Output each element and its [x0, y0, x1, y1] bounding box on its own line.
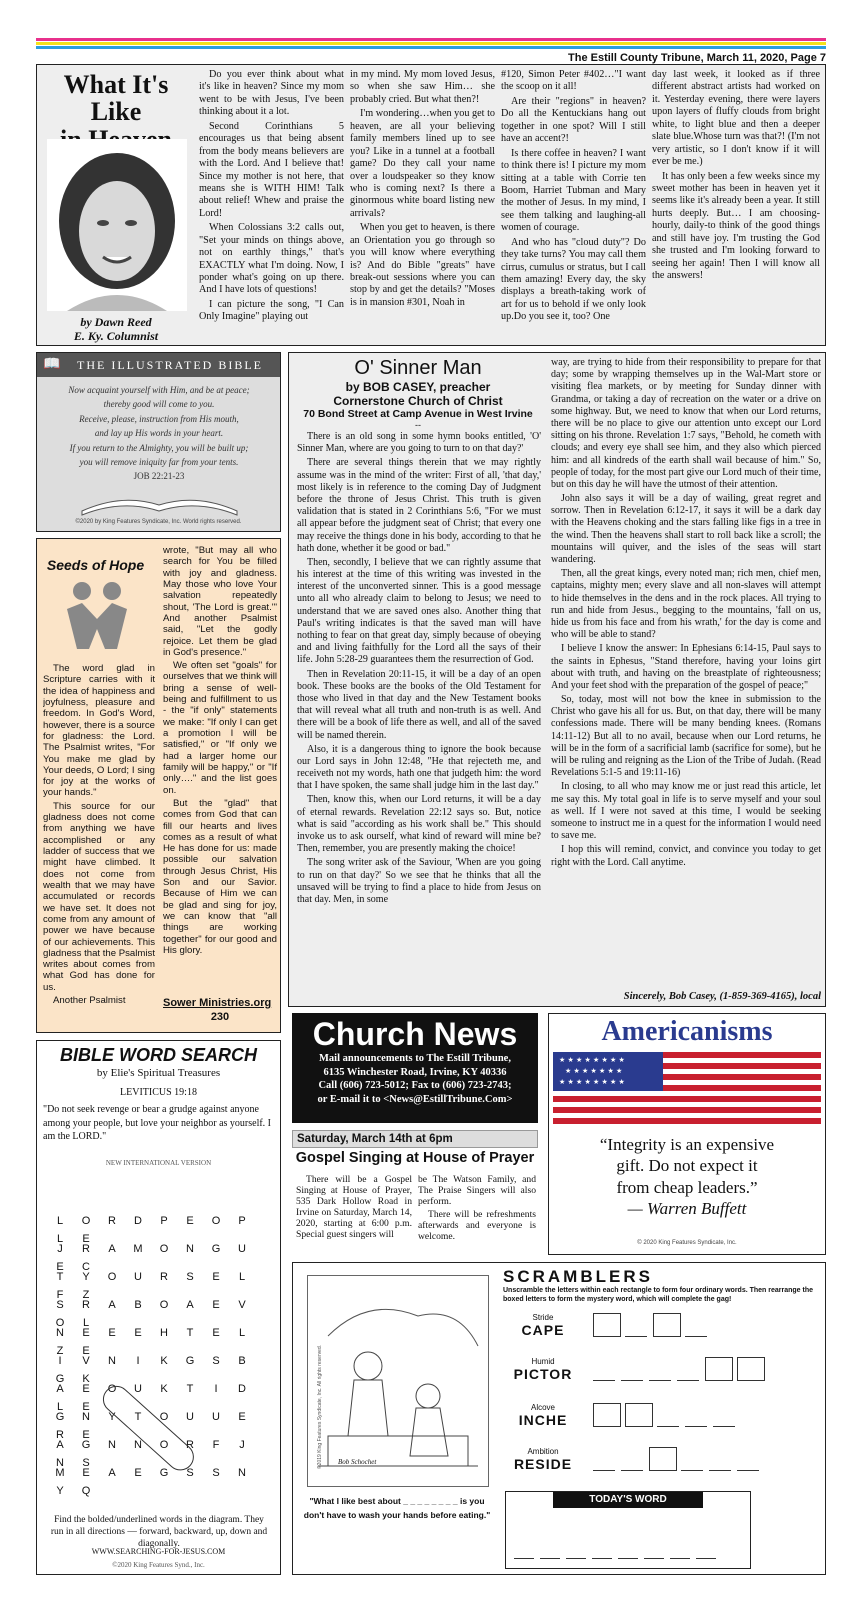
todays-word-blanks [514, 1536, 722, 1559]
grid-letter[interactable]: F [56, 1289, 64, 1301]
heaven-byline [41, 315, 191, 344]
bible-word-search [36, 1040, 281, 1575]
word-search-instructions: Find the bolded/underlined words in the diagram. They run in all directions — forward, backward, up, down and diagonally. [50, 1515, 268, 1549]
stripe-pink [36, 38, 826, 41]
heaven-col-3 [501, 69, 646, 345]
paragraph: in my mind. My mom loved Jesus, so when she saw Him… she probably cried. But what then?! [350, 69, 495, 105]
paragraph: This source for our gladness does not come from anything we have accomplished or any ladder of success that we might have climbed. It does not come from wealth that we may have accumulated or records we have set. It does not come from any amount of power we have because of our achievements. This gladness that the Psalmist writes about comes from what God has done for us. [43, 800, 155, 993]
cartoon-signature: Bob Schochet [338, 1458, 377, 1466]
scrambler-hint: Humid [531, 1357, 555, 1366]
heaven-col-2 [350, 69, 495, 345]
stripe-blue [36, 46, 826, 49]
grid-letter[interactable]: O [107, 1383, 117, 1395]
grid-letter[interactable]: S [82, 1457, 90, 1469]
grid-letter[interactable]: B [238, 1355, 246, 1367]
grid-letter[interactable]: L [238, 1327, 246, 1339]
grid-letter[interactable]: S [212, 1467, 220, 1479]
cartoon-credit: ©2019 King Features Syndicate, Inc. All rights reserved. [317, 1344, 323, 1469]
grid-letter[interactable]: O [159, 1299, 169, 1311]
grid-letter[interactable]: E [82, 1345, 90, 1357]
paragraph: The song writer ask of the Saviour, 'When are you going to run on that day?' So we see that he thinks that all the unsaved will be trying to find a place to hide from Jesus on that day. Men, in some [297, 857, 541, 905]
illustrated-bible [36, 352, 281, 532]
paragraph: I hop this will remind, convict, and convince you today to get right with the Lord. Call anytime. [551, 844, 821, 868]
grid-letter[interactable]: D [134, 1215, 142, 1227]
quote-line: from cheap leaders.” [616, 1177, 758, 1197]
open-book-icon [77, 491, 242, 517]
grid-letter[interactable]: E [238, 1411, 246, 1423]
paragraph: Then, secondly, I believe that we can rightly assume that his interest at the time of this writing was invested in the interest of the unconverted sinner. This is a good message unto all who already claim to belong to Jesus; we need to understand that we are saved ones also. Another thing that Paul's writing indicates is that the saved man will have nothing to fear on that great day, simply because of obeying and and living faithfully for the Lord all the says of their life. John 5:28-29 guarantees them the resurrection of God. [297, 556, 541, 666]
grid-letter[interactable]: M [55, 1467, 65, 1479]
grid-letter[interactable]: S [212, 1355, 220, 1367]
grid-letter[interactable]: E [82, 1467, 90, 1479]
verse-line: If you return to the Almighty, you will be built up; [69, 442, 249, 453]
paragraph: way, are trying to hide from their responsibility to prepare for that day; some by wrapping themselves up in the Wal-Mart store or visiting flea markets, or by meeting for Sunday dinner with Grandma, or taking a day of recreation on the water or a drive on some highway. But, we need to know that when our Lord returns, there will be no place to give our attention unto except our Lord sitting on his throne. Revelation 1:7 says, "Behold, he cometh with clouds; and every eye shall see him, and they also which pierced him: and all kindreds of the earth shall wail because of him." So, people of today, for the most part give our Lord much of their time, but on this day he will have the utmost of their attention. [551, 357, 821, 490]
sinner-col-2 [551, 357, 821, 989]
paragraph: There will be a Gospel Singing at House of Prayer, 535 Dark Hollow Road in Irvine on Saturday, March 14, 2020, starting at 6:00 p.m. Special guest singers will [296, 1174, 412, 1241]
grid-letter[interactable]: G [81, 1439, 91, 1451]
church-news-contact [292, 1052, 538, 1107]
verse-reference: JOB 22:21-23 [133, 471, 185, 482]
paragraph: Is there coffee in heaven? I want to think there is! I picture my mom sitting at a table with Corrie ten Boom, Harriet Tubman and Mary the mother of Jesus. In my mind, I see them talking and laughing-all women of courage. [501, 147, 646, 234]
caption-start: "What I like best about [309, 1496, 401, 1506]
grid-letter[interactable]: J [239, 1439, 245, 1451]
sinner-signoff: Sincerely, Bob Casey, (1-859-369-4165), local [623, 991, 821, 1002]
scrambler-row-1 [503, 1313, 823, 1338]
paragraph: Are their "regions" in heaven? Do all the Kentuckians hang out together in one spot? Will I still have an accent?! [501, 95, 646, 145]
americanisms-copyright: © 2020 King Features Syndicate, Inc. [637, 1240, 737, 1246]
seeds-title: Seeds of Hope [46, 557, 145, 573]
author-photo [47, 139, 187, 311]
sinner-man-article [288, 352, 826, 1007]
grid-letter[interactable]: N [108, 1439, 116, 1451]
grid-row [47, 1239, 279, 1273]
church-news-banner [292, 1013, 538, 1123]
header-stripes [36, 38, 826, 50]
event-col-1 [296, 1174, 412, 1254]
grid-letter[interactable]: N [108, 1355, 116, 1367]
caption-blanks: _ _ _ _ _ _ _ _ [403, 1496, 458, 1506]
illustrated-bible-copyright: ©2020 by King Features Syndicate, Inc. World rights reserved. [75, 519, 242, 525]
paragraph: I believe I know the answer: In Ephesians 6:14-15, Paul says to the saints in Ephesus, "Stand therefore, having your loins girt about with truth, and having on the breastplate of righteousness; And your feet shod with the preparation of the gospel of peace;" [551, 643, 821, 691]
heaven-article [36, 64, 826, 346]
grid-letter[interactable]: E [82, 1327, 90, 1339]
seeds-number: 230 [210, 1011, 230, 1023]
verse-line: and lay up His words in your heart. [94, 428, 224, 439]
grid-letter[interactable]: A [56, 1439, 64, 1451]
heaven-col-4 [652, 69, 820, 345]
verse-line: thereby good will come to you. [103, 399, 215, 410]
grid-letter[interactable]: O [107, 1271, 117, 1283]
cartoon-drawing [308, 1276, 486, 1484]
paragraph: Do you ever think about what it's like in heaven? Since my mom went to be with Jesus, I've been thinking about it a lot. [199, 69, 344, 118]
cartoon [307, 1275, 489, 1487]
contact-line: Mail announcements to The Estill Tribune, [319, 1053, 511, 1065]
grid-letter[interactable]: L [82, 1317, 90, 1329]
grid-letter[interactable]: U [212, 1411, 220, 1423]
grid-letter[interactable]: E [212, 1271, 220, 1283]
paragraph: There will be refreshments afterwards and everyone is welcome. [418, 1209, 536, 1243]
grid-letter[interactable]: U [238, 1243, 246, 1255]
grid-letter[interactable]: N [238, 1467, 246, 1479]
quote-line: gift. Do not expect it [616, 1156, 758, 1176]
heaven-byline-name: by Dawn Reed [80, 315, 152, 329]
paragraph: John also says it will be a day of wailing, great regret and sorrow. Then in Revelation 6:12-17, it says it will be a dark day with the Heavens choking and the stars falling like figs in a tree in the wind. Then the heavens shall start to roll back like a scroll; the mountains will quiver, and the isles of the seas will start wandering. [551, 493, 821, 565]
grid-letter[interactable]: L [238, 1271, 246, 1283]
paragraph: It has only been a few weeks since my sweet mother has been in heaven yet it seems like it's already been a year. It still hurts deeply. But… I am choosing-hourly, daily-to think of the good things and still have joy. I'm trusting the God she trusted and I'm looking forward to seeing her again! Then I will know all the answers! [652, 170, 820, 281]
grid-letter[interactable]: O [81, 1215, 91, 1227]
illustrated-bible-header [37, 353, 280, 377]
grid-letter[interactable]: O [159, 1243, 169, 1255]
grid-letter[interactable]: R [82, 1299, 90, 1311]
grid-letter[interactable]: C [82, 1261, 90, 1273]
grid-letter[interactable]: G [185, 1355, 195, 1367]
grid-letter[interactable]: V [238, 1299, 246, 1311]
grid-letter[interactable]: E [212, 1327, 220, 1339]
scrambler-hint: Alcove [530, 1403, 555, 1412]
grid-letter[interactable]: A [186, 1299, 194, 1311]
grid-letter[interactable]: R [56, 1429, 64, 1441]
contact-line: 6135 Winchester Road, Irvine, KY 40336 [323, 1066, 507, 1078]
grid-letter[interactable]: O [211, 1215, 221, 1227]
quote-line: “Integrity is an expensive [599, 1135, 775, 1154]
paragraph: Then, all the great kings, every noted man; rich men, chief men, captains, mighty men; every slave and all non-slaves will attempt to hide themselves in the dens and in the rock places. All trying to run and hide from Jesus., begging to the mountains, 'fall on us, hide us from his face and from his wrath,' for the day is come and who will be able to stand? [551, 568, 821, 641]
scramblers-instructions: Unscramble the letters within each rectangle to form four ordinary words. Then rearrange the boxed letters to form the mystery word, which will complete the gag! [503, 1287, 814, 1303]
word-search-title: BIBLE WORD SEARCH [60, 1045, 257, 1065]
heaven-byline-role: E. Ky. Columnist [73, 329, 159, 344]
grid-letter[interactable]: Y [56, 1485, 64, 1497]
grid-letter[interactable]: E [56, 1261, 64, 1273]
scrambler-row-3 [503, 1403, 823, 1428]
paragraph: day last week, it looked as if three different abstract artists had worked on it. Yesterday evening, there were layers upon layers of fluffy clouds from bright white, to light blue and then a deeper slate blue.Whose turn was that?! (I'm not very artistic, so I don't know if it will ever be me.) [652, 69, 820, 168]
todays-word-label: TODAY'S WORD [553, 1492, 703, 1508]
svg-text:★ ★ ★ ★ ★ ★ ★ ★: ★ ★ ★ ★ ★ ★ ★ ★ [559, 1078, 625, 1086]
grid-row [47, 1295, 279, 1329]
grid-letter[interactable]: K [82, 1373, 90, 1385]
author-photo-drawing [47, 139, 187, 311]
scrambler-hint: Stride [532, 1313, 554, 1322]
sinner-address: 70 Bond Street at Camp Avenue in West Irvine [303, 408, 533, 420]
todays-word-box[interactable] [505, 1491, 751, 1569]
grid-letter[interactable]: T [186, 1383, 194, 1395]
paragraph: I'm wondering…when you get to heaven, are all your believing family members lined up to see you? Like in a tunnel at a football game? Do they call your name over a loudspeaker so they know who is coming next? Is there a ginormous white board listing new arrivals? [350, 108, 495, 219]
grid-letter[interactable]: L [56, 1233, 64, 1245]
grid-letter[interactable]: F [212, 1439, 220, 1451]
grid-letter[interactable]: U [134, 1383, 142, 1395]
grid-letter[interactable]: A [108, 1243, 116, 1255]
grid-letter[interactable]: G [55, 1411, 65, 1423]
scrambler-word: RESIDE [513, 1456, 573, 1472]
event-col-2 [418, 1174, 536, 1254]
americanisms-title: Americanisms [601, 1016, 773, 1047]
seeds-col-2 [163, 545, 277, 989]
grid-letter[interactable]: S [56, 1299, 64, 1311]
page-header: The Estill County Tribune, March 11, 2020, Page 7 [568, 52, 826, 64]
seeds-of-hope [36, 538, 281, 1033]
word-search-copyright: ©2020 King Features Synd., Inc. [112, 1561, 205, 1569]
paragraph: wrote, "But may all who search for You be filled with joy and gladness. May those who love Your salvation repeatedly shout, 'The Lord is great.'" And another Psalmist said, "Let the godly rejoice. Let them be glad in God's presence." [163, 545, 277, 658]
paragraph: I can picture the song, "I Can Only Imagine" playing out [199, 298, 344, 323]
scramblers-caption [303, 1495, 491, 1522]
paragraph: But the "glad" that comes from God that can fill our hearts and lives comes as a result of what He has done for us: made possible our salvation through Jesus Christ, His Son and our Savior. Because of Him we can be glad and sing for joy, we can know that "all things are working together" for our good and His glory. [163, 797, 277, 956]
heaven-title-line1: What It's Like [63, 70, 169, 127]
answer-boxes[interactable] [593, 1313, 713, 1337]
paragraph: There is an old song in some hymn books entitled, 'O' Sinner Man, where are you going to turn to on that day?' [297, 431, 541, 455]
scrambler-hint: Ambition [527, 1447, 559, 1456]
grid-letter[interactable]: E [108, 1327, 116, 1339]
grid-letter[interactable]: E [134, 1467, 142, 1479]
grid-letter[interactable]: Z [82, 1289, 90, 1301]
grid-letter[interactable]: H [160, 1327, 168, 1339]
grid-letter[interactable]: I [58, 1355, 62, 1367]
grid-letter[interactable]: Q [81, 1485, 91, 1497]
sinner-header [293, 357, 543, 430]
grid-letter[interactable]: Y [108, 1411, 116, 1423]
paragraph: When Colossians 3:2 calls out, "Set your minds on things above, not on earthly things," that's EXACTLY what I'm doing. Now, I ponder what's going on up there. And I have lots of questions! [199, 222, 344, 296]
caption-end: is you don't have to wash your hands before eating." [303, 1496, 491, 1520]
grid-letter[interactable]: K [160, 1355, 168, 1367]
grid-row [47, 1323, 279, 1357]
grid-letter[interactable]: U [134, 1271, 142, 1283]
grid-letter[interactable]: N [82, 1411, 90, 1423]
grid-letter[interactable]: O [159, 1439, 169, 1451]
american-flag-icon [553, 1052, 821, 1124]
sinner-byline: by BOB CASEY, preacher [345, 380, 491, 394]
answer-boxes[interactable] [593, 1403, 741, 1427]
scrambler-row-2 [503, 1357, 823, 1382]
word-search-reference: LEVITICUS 19:18 [120, 1087, 197, 1098]
paragraph: Another Psalmist [53, 995, 126, 1007]
americanisms-quote [549, 1134, 825, 1219]
grid-row [47, 1267, 279, 1301]
grid-letter[interactable]: R [108, 1215, 116, 1227]
grid-letter[interactable]: A [56, 1383, 64, 1395]
grid-letter[interactable]: M [133, 1243, 143, 1255]
paragraph: #120, Simon Peter #402…"I want the scoop on it all! [501, 69, 646, 93]
grid-row [47, 1211, 279, 1245]
grid-letter[interactable]: N [186, 1243, 194, 1255]
grid-letter[interactable]: P [160, 1215, 168, 1227]
verse-line: Receive, please, instruction from His mouth, [79, 413, 239, 424]
grid-letter[interactable]: L [56, 1215, 64, 1227]
paragraph: And who has "cloud duty"? Do they take turns? You may call them cirrus, cumulus or stratus, but I call them amazing! Every day, the sky displays a breath-taking work of art for us to behold if we only look up.Do you see it, too? One [501, 236, 646, 323]
grid-letter[interactable]: S [186, 1467, 194, 1479]
answer-boxes[interactable] [593, 1447, 765, 1471]
paragraph: Then, know this, when our Lord returns, it will be a day of eternal rewards. Revelation 22:12 says so. But, notice what is said "according as his work shall be." This should invoke us to ask ourself, what kind of reward will mine be? Then, remember, you are presently making the choice! [297, 794, 541, 855]
paragraph: When you get to heaven, is there an Orientation you go through so you will know where everything is? And do Bible "greats" have break-out sessions where you can stop by and get the details? "Moses is in mansion #301, Noah in [350, 222, 495, 308]
paragraph: Second Corinthians 5 encourages us that being absent from the body means believers are with the Lord. And I believe that! Since my mother is not here, that means she is WITH HIM! Talk about relief! Whew and praise the Lord! [199, 120, 344, 219]
paragraph: We often set "goals" for ourselves that we think will bring a sense of well-being and fulfillment to us - the "if only" statements we make: "If only I can get a promotion I will be satisfied," or "If only we had a larger home our family will be happy," or "If only…." and the list goes on. [163, 660, 277, 796]
scramblers-title: SCRAMBLERS [503, 1267, 653, 1286]
grid-letter[interactable]: A [108, 1299, 116, 1311]
heaven-col-1 [199, 69, 344, 345]
word-search-version: NEW INTERNATIONAL VERSION [105, 1159, 212, 1167]
paragraph: In closing, to all who may know me or just read this article, let me say this. My total goal in life is to serve myself and your soul as well. If I were not saved at this time, I would be seeking someone to instruct me in a quest for the information I would need to save me. [551, 781, 821, 842]
grid-letter[interactable]: N [56, 1457, 64, 1469]
seeds-signature: Sower Ministries.org [163, 997, 272, 1009]
americanisms [548, 1013, 826, 1255]
church-news-title: Church News [312, 1016, 518, 1052]
grid-letter[interactable]: T [56, 1271, 64, 1283]
contact-line: Call (606) 723-5012; Fax to (606) 723-2743; [318, 1080, 512, 1092]
sinner-title: O' Sinner Man [354, 357, 482, 379]
grid-letter[interactable]: E [82, 1401, 90, 1413]
svg-text:★ ★ ★ ★ ★ ★ ★: ★ ★ ★ ★ ★ ★ ★ [565, 1067, 623, 1075]
paragraph: There are several things therein that we may rightly assume was in the mind of the writer: First of all, 'that day,' most likely is in reference to the coming Day of Judgment before the throne of Jesus Christ. This truth is given validation that is stated in 2 Corinthians 5:6, "For we must all appear before the judgment seat of Christ; that every one may receive the things done in his body, according to that he hath done, whether it be good or bad." [297, 457, 541, 554]
grid-letter[interactable]: E [82, 1429, 90, 1441]
verse-line: Now acquaint yourself with Him, and be at peace; [68, 385, 250, 395]
scramblers [292, 1262, 826, 1575]
grid-letter[interactable]: A [108, 1467, 116, 1479]
quote-author: — Warren Buffett [627, 1198, 747, 1218]
grid-letter[interactable]: T [134, 1411, 142, 1423]
grid-letter[interactable]: O [159, 1411, 169, 1423]
grid-letter[interactable]: Z [56, 1345, 64, 1357]
grid-letter[interactable]: J [57, 1243, 63, 1255]
found-word-oval [99, 1371, 199, 1481]
verse-block [43, 383, 275, 484]
grid-letter[interactable]: T [186, 1327, 194, 1339]
seeds-col-1 [43, 663, 155, 1031]
scrambler-word: CAPE [521, 1322, 565, 1338]
contact-line: or E-mail it to <News@EstillTribune.Com> [317, 1094, 513, 1106]
grid-letter[interactable]: I [136, 1355, 140, 1367]
illustrated-bible-title: THE ILLUSTRATED BIBLE [77, 358, 263, 372]
grid-letter[interactable]: R [82, 1243, 90, 1255]
paragraph: be The Watson Family, and The Praise Singers will also perform. [418, 1174, 536, 1208]
grid-letter[interactable]: N [56, 1327, 64, 1339]
grid-letter[interactable]: V [82, 1355, 90, 1367]
event-date-bar: Saturday, March 14th at 6pm [292, 1130, 538, 1148]
scrambler-row-4 [503, 1447, 823, 1472]
event-title: Gospel Singing at House of Prayer [295, 1150, 535, 1166]
answer-boxes[interactable] [593, 1357, 769, 1381]
paragraph: So, today, most will not bow the knee in submission to the Christ who gave his all for us. But, on that day, there will be many confessions made. There will be many bending knees. (Romans 14:11-12) But all to no avail, because when our Lord returns, he will be in the form of a sacrificial lamb (sacrifice for some), but he will be ruling and reigning as the Lion of the Tribe of Judah. (Read Revelations 5:1-5 and 19:11-16) [551, 694, 821, 779]
svg-text:★ ★ ★ ★ ★ ★ ★ ★: ★ ★ ★ ★ ★ ★ ★ ★ [559, 1056, 625, 1064]
sinner-col-1 [297, 431, 541, 1003]
grid-letter[interactable]: R [186, 1439, 194, 1451]
sinner-church: Cornerstone Church of Christ [333, 394, 503, 408]
grid-letter[interactable]: S [186, 1271, 194, 1283]
grid-letter[interactable]: G [55, 1373, 65, 1385]
stripe-yellow [36, 42, 826, 45]
grid-letter[interactable]: E [134, 1327, 142, 1339]
grid-letter[interactable]: E [186, 1215, 194, 1227]
grid-letter[interactable]: N [134, 1439, 142, 1451]
grid-letter[interactable]: E [82, 1383, 90, 1395]
grid-letter[interactable]: Y [82, 1271, 90, 1283]
grid-letter[interactable]: K [160, 1383, 168, 1395]
grid-letter[interactable]: G [159, 1467, 169, 1479]
grid-letter[interactable]: O [55, 1317, 65, 1329]
sinner-divider: -- [415, 420, 421, 430]
paragraph: Then in Revelation 20:11-15, it will be a day of an open book. These books are the books of the Old Testament for those who lived in that day and the New Testament books that will reveal what all truth and non-truth is as well. And there will be a book of life there as well, and all of the saved will be named therein. [297, 668, 541, 741]
bible-book-icon: 📖 [43, 357, 61, 372]
grid-letter[interactable]: L [56, 1401, 64, 1413]
grid-letter[interactable]: B [134, 1299, 142, 1311]
paragraph: The word glad in Scripture carries with it the idea of happiness and joyfulness, pleasure and freedom. In God's Word, however, there is a source for gladness: the Lord. The Psalmist writes, "For You make me glad by Your deeds, O Lord; I sing for joy at the works of your hands." [43, 663, 155, 799]
word-search-verse: "Do not seek revenge or bear a grudge against anyone among your people, but love your neighbor as yourself. I am the LORD." [43, 1104, 272, 1142]
family-icon [57, 579, 137, 654]
grid-letter[interactable]: G [211, 1243, 221, 1255]
paragraph: Also, it is a dangerous thing to ignore the book because our Lord says in John 12:48, "He that rejecteth me, and receiveth not my words, hath one that judgeth him: the word that I have spoken, the same shall judge him in the last day." [297, 743, 541, 792]
grid-letter[interactable]: D [238, 1383, 246, 1395]
verse-line: you will remove iniquity far from your tents. [79, 456, 239, 467]
grid-letter[interactable]: U [186, 1411, 194, 1423]
grid-letter[interactable]: P [238, 1215, 246, 1227]
scrambler-word: INCHE [518, 1412, 568, 1428]
scrambler-word: PICTOR [513, 1366, 573, 1382]
word-search-subtitle: by Elie's Spiritual Treasures [96, 1067, 221, 1079]
grid-letter[interactable]: R [160, 1271, 168, 1283]
grid-letter[interactable]: E [82, 1233, 90, 1245]
grid-letter[interactable]: I [214, 1383, 218, 1395]
word-search-website: WWW.SEARCHING-FOR-JESUS.COM [91, 1547, 226, 1556]
grid-letter[interactable]: E [212, 1299, 220, 1311]
